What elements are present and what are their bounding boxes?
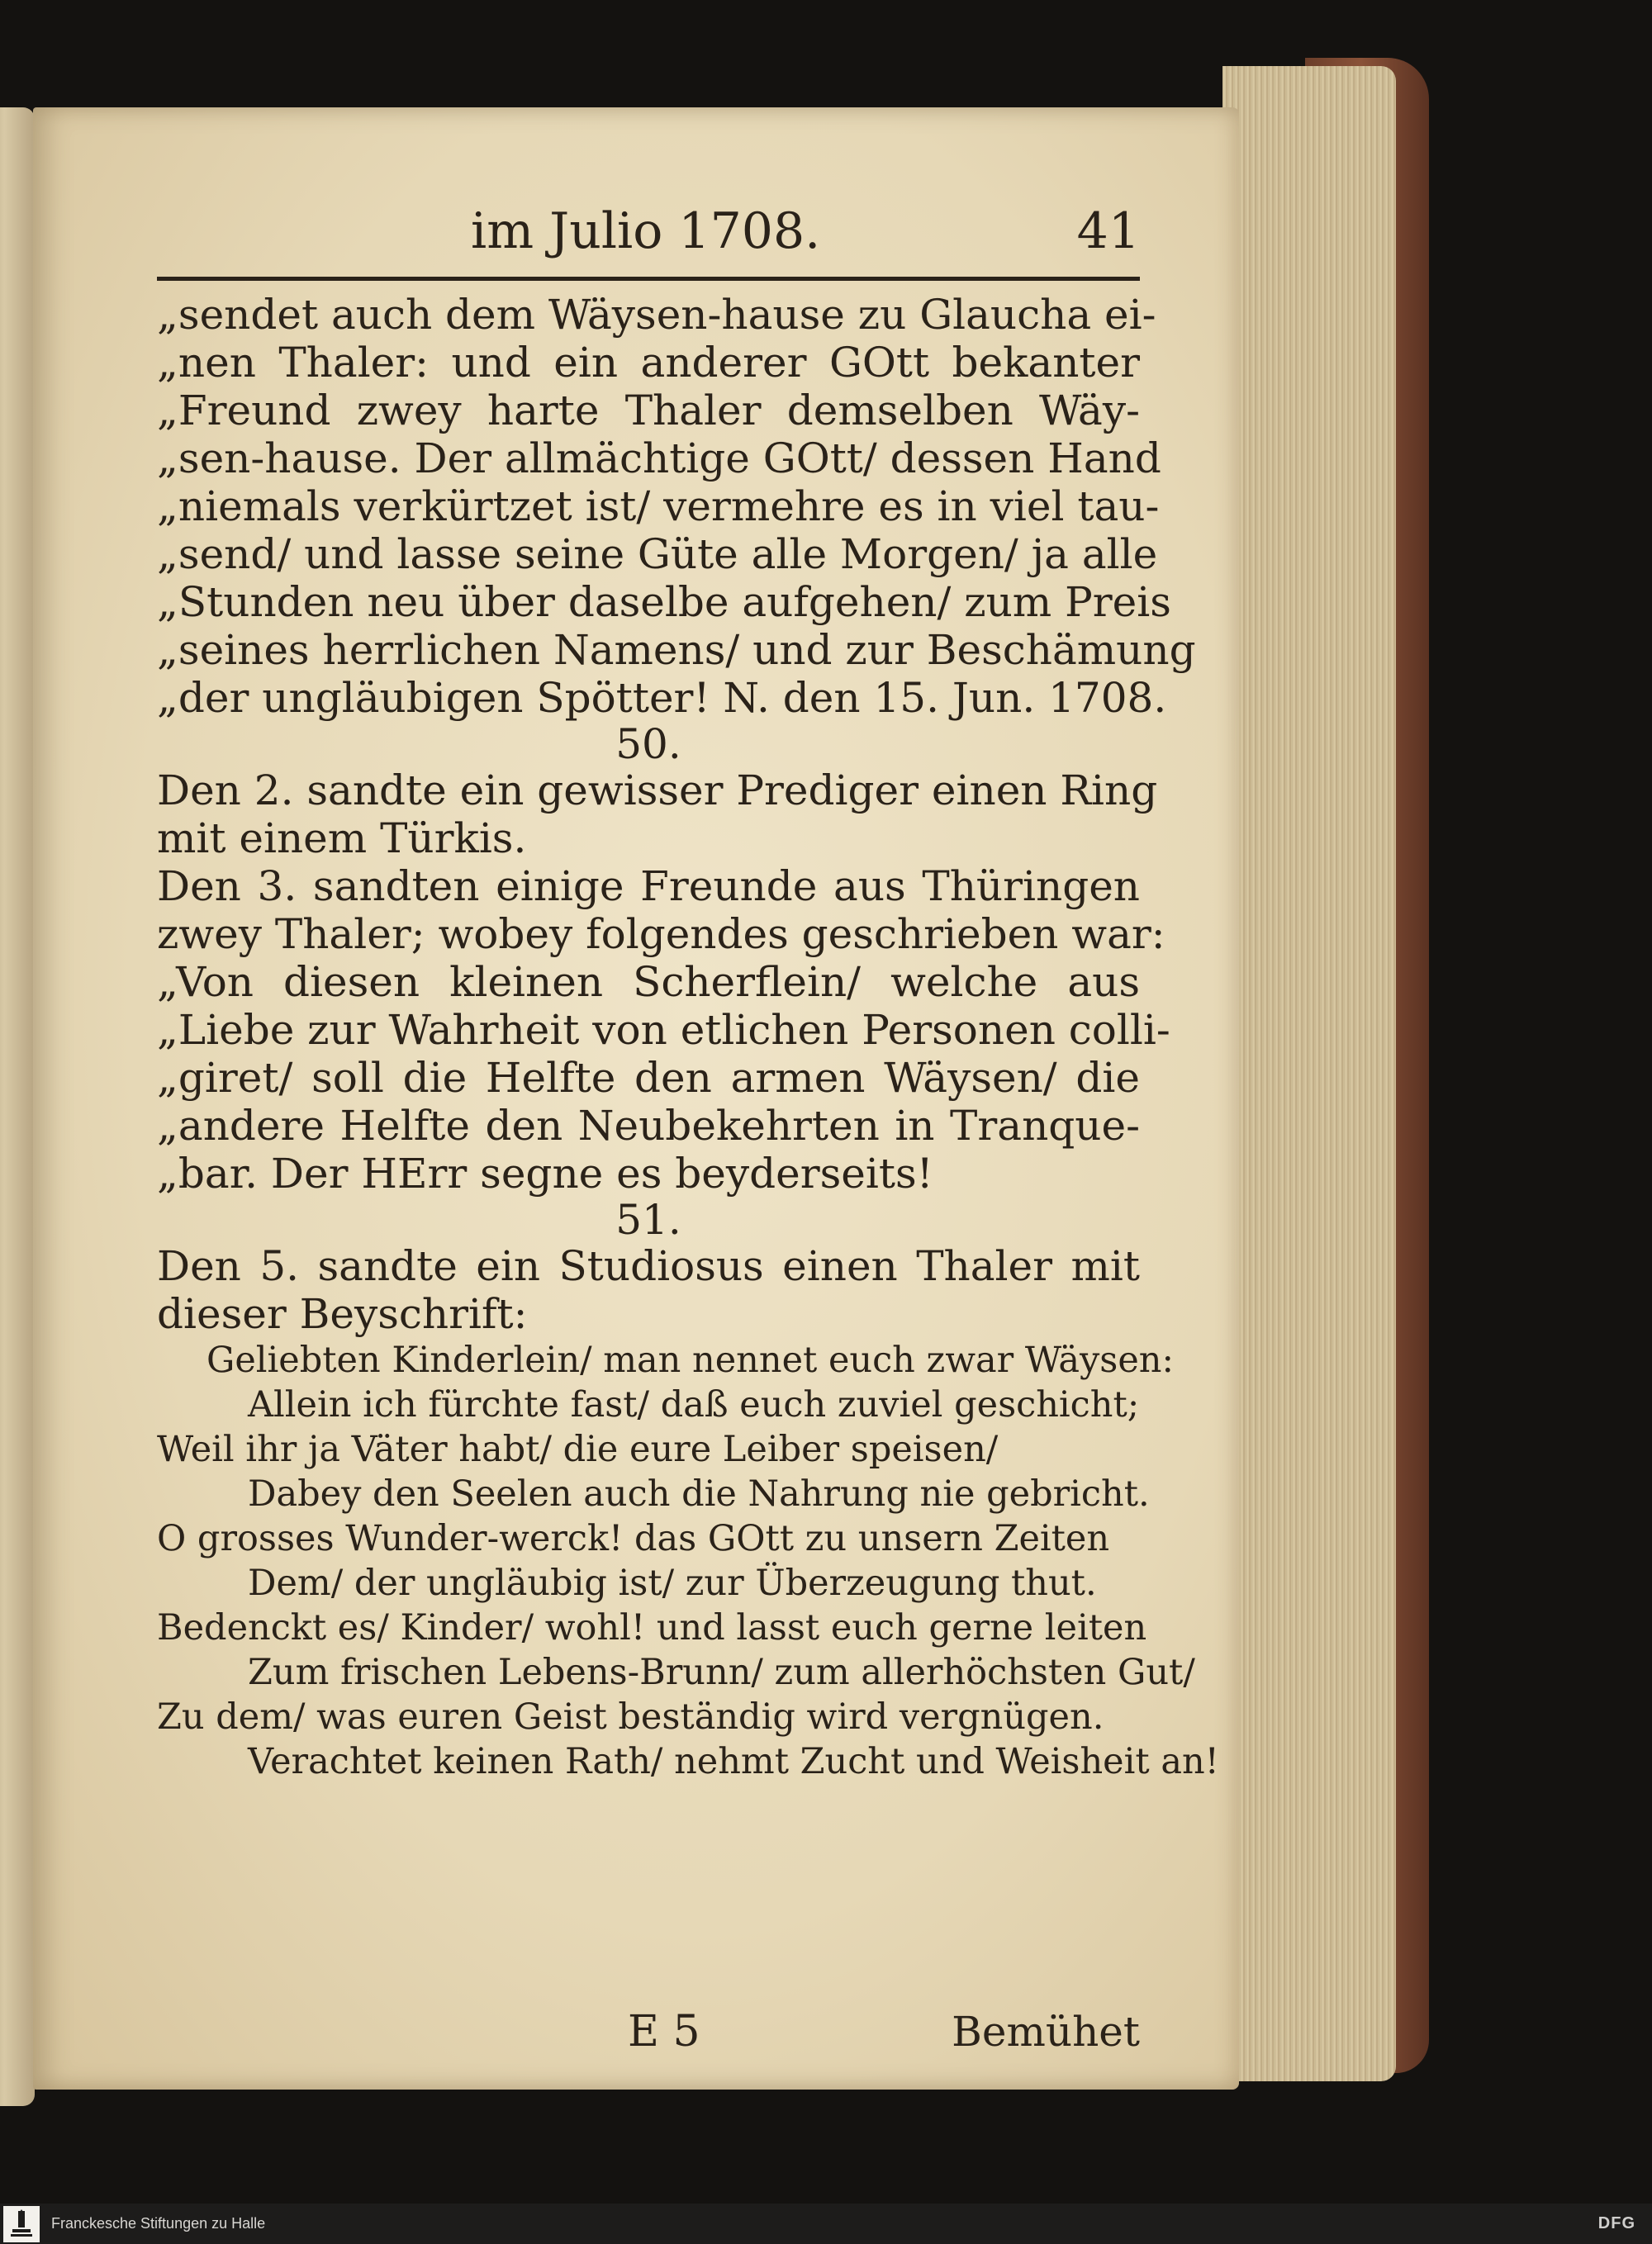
page-number: 41 <box>1076 202 1140 260</box>
poem-line: Dem/ der ungläubig ist/ zur Überzeugung thut. <box>248 1563 1097 1604</box>
text-line: zwey Thaler; wobey folgendes geschrieben war: <box>157 910 1165 958</box>
entry-number: 50. <box>615 720 681 768</box>
poem-line: Bedenckt es/ Kinder/ wohl! und lasst euch gerne leiten <box>157 1607 1147 1649</box>
page-header <box>157 198 1140 264</box>
facing-page-edge <box>0 107 35 2106</box>
text-line: dieser Beyschrift: <box>157 1290 528 1338</box>
poem-line: Weil ihr ja Väter habt/ die eure Leiber speisen/ <box>157 1429 999 1470</box>
text-line: „bar. Der HErr segne es beyderseits! <box>157 1150 933 1198</box>
text-line: Den 5. sandte ein Studiosus einen Thaler mit <box>157 1242 1140 1290</box>
text-line: „Von diesen kleinen Scherflein/ welche aus <box>157 958 1140 1006</box>
dfg-logo: DFG <box>1597 2214 1635 2232</box>
text-line: Den 2. sandte ein gewisser Prediger einen Ring <box>157 766 1158 814</box>
text-line: „nen Thaler: und ein anderer GOtt bekanter <box>157 339 1140 387</box>
viewer-footer-bar <box>0 2204 1652 2244</box>
text-line: „sendet auch dem Wäysen-hause zu Glaucha ei- <box>157 291 1156 339</box>
text-line: Den 3. sandten einige Freunde aus Thüringen <box>157 862 1140 910</box>
text-line: „der ungläubigen Spötter! N. den 15. Jun. 1708. <box>157 674 1167 722</box>
entry-number: 51. <box>615 1196 681 1244</box>
text-line: „seines herrlichen Namens/ und zur Beschämung <box>157 626 1196 674</box>
running-title: im Julio 1708. <box>471 202 821 260</box>
text-line: „send/ und lasse seine Güte alle Morgen/ ja alle <box>157 530 1158 578</box>
institution-name: Franckesche Stiftungen zu Halle <box>51 2215 266 2232</box>
text-line: „sen-hause. Der allmächtige GOtt/ dessen Hand <box>157 434 1161 482</box>
poem-line: Zum frischen Lebens-Brunn/ zum allerhöchsten Gut/ <box>248 1652 1195 1693</box>
catchword: Bemühet <box>952 2008 1140 2056</box>
institution-logo-icon <box>3 2206 40 2242</box>
text-line: mit einem Türkis. <box>157 814 527 862</box>
header-rule <box>157 277 1140 281</box>
poem-line: Zu dem/ was euren Geist beständig wird vergnügen. <box>157 1696 1104 1738</box>
poem-line: Geliebten Kinderlein/ man nennet euch zwar Wäysen: <box>206 1340 1174 1381</box>
text-line: „Liebe zur Wahrheit von etlichen Personen colli- <box>157 1006 1170 1054</box>
page-text <box>157 291 1219 1784</box>
text-line: „giret/ soll die Helfte den armen Wäysen/ die <box>157 1054 1140 1102</box>
poem-line: Verachtet keinen Rath/ nehmt Zucht und Weisheit an! <box>248 1741 1219 1782</box>
poem-line: Allein ich fürchte fast/ daß euch zuviel geschicht; <box>248 1384 1140 1426</box>
text-line: „andere Helfte den Neubekehrten in Tranque- <box>157 1102 1140 1150</box>
poem-line: O grosses Wunder-werck! das GOtt zu unsern Zeiten <box>157 1518 1110 1559</box>
text-line: „Freund zwey harte Thaler demselben Wäy- <box>157 387 1140 434</box>
text-line: „niemals verkürtzet ist/ vermehre es in viel tau- <box>157 482 1160 530</box>
book-page <box>33 107 1239 2090</box>
signature-mark: E 5 <box>628 2007 700 2057</box>
page-edges <box>1222 66 1396 2081</box>
text-line: „Stunden neu über daselbe aufgehen/ zum Preis <box>157 578 1171 626</box>
poem-line: Dabey den Seelen auch die Nahrung nie gebricht. <box>248 1473 1150 1515</box>
page-footer <box>157 2007 1140 2057</box>
